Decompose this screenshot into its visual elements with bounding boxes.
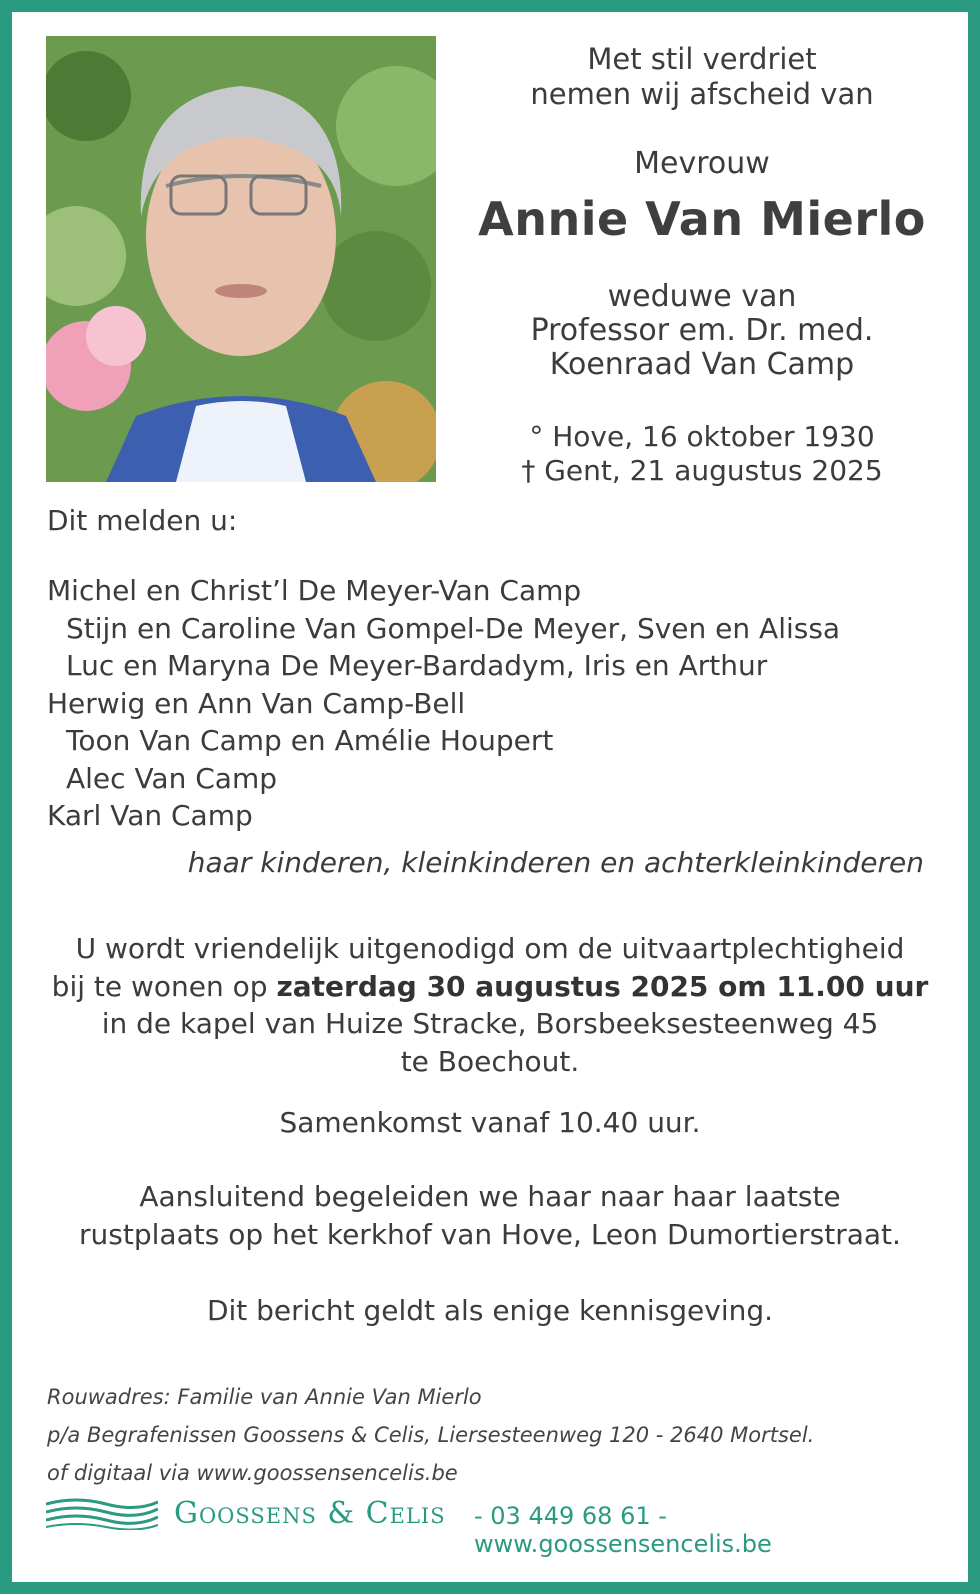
death-date: † Gent, 21 augustus 2025 (521, 454, 883, 487)
intro-text (452, 42, 952, 112)
life-dates (452, 420, 952, 488)
widow-line-2: Professor em. Dr. med. (530, 313, 874, 348)
footer-line-2: p/a Begrafenissen Goossens & Celis, Liersesteenweg 120 - 2640 Mortsel. (47, 1423, 815, 1447)
widow-line-3: Koenraad Van Camp (549, 347, 855, 382)
family-member: Alec Van Camp (66, 761, 277, 795)
only-notice: Dit bericht geldt als enige kennisgeving. (206, 1294, 774, 1327)
invite-line-2-pre: bij te wonen op (51, 969, 277, 1003)
portrait-photo (46, 36, 436, 482)
invite-line-3: in de kapel van Huize Stracke, Borsbeeksesteenweg 45 (101, 1007, 879, 1040)
family-list (47, 572, 840, 835)
family-member: Michel en Christ’l De Meyer-Van Camp (47, 574, 582, 607)
footer-line-3[interactable]: of digitaal via www.goossensencelis.be (47, 1461, 458, 1485)
widow-line-1: weduwe van (607, 279, 797, 314)
family-member: Luc en Maryna De Meyer-Bardadym, Iris en Arthur (66, 649, 768, 682)
funeral-home-bar (46, 1492, 946, 1558)
family-member: Karl Van Camp (47, 799, 253, 832)
invite-line-2 (12, 968, 968, 1006)
intro-line-1: Met stil verdriet (587, 42, 817, 76)
widow-of (452, 280, 952, 382)
family-member: Herwig en Ann Van Camp-Bell (47, 686, 466, 720)
notice-label: Dit melden u: (47, 504, 238, 537)
intro-line-2: nemen wij afscheid van (530, 77, 874, 111)
footer-line-1: Rouwadres: Familie van Annie Van Mierlo (47, 1385, 482, 1409)
burial-info (12, 1178, 968, 1253)
honorific: Mevrouw (634, 146, 770, 181)
invite-line-1: U wordt vriendelijk uitgenodigd om de uitvaartplechtigheid (75, 932, 905, 965)
funeral-invitation (12, 930, 968, 1080)
waves-logo-icon (46, 1496, 158, 1530)
birth-date: ° Hove, 16 oktober 1930 (529, 420, 875, 453)
family-member: Toon Van Camp en Amélie Houpert (66, 724, 554, 757)
invite-line-4: te Boechout. (400, 1044, 580, 1078)
family-member: Stijn en Caroline Van Gompel-De Meyer, Sven en Alissa (66, 611, 841, 645)
mourning-address (47, 1378, 814, 1492)
funeral-home-contact[interactable]: - 03 449 68 61 - www.goossensencelis.be (474, 1502, 772, 1558)
deceased-name: Annie Van Mierlo (478, 192, 926, 246)
ceremony-datetime: zaterdag 30 augustus 2025 om 11.00 uur (276, 969, 929, 1003)
family-relation: haar kinderen, kleinkinderen en achterkleinkinderen (187, 846, 924, 879)
burial-line-2: rustplaats op het kerkhof van Hove, Leon Dumortierstraat. (79, 1217, 901, 1251)
gathering-time: Samenkomst vanaf 10.40 uur. (279, 1106, 701, 1139)
obituary-card (12, 12, 968, 1582)
burial-line-1: Aansluitend begeleiden we haar naar haar laatste (139, 1180, 841, 1213)
funeral-home-name: Goossens & Celis (174, 1496, 446, 1531)
